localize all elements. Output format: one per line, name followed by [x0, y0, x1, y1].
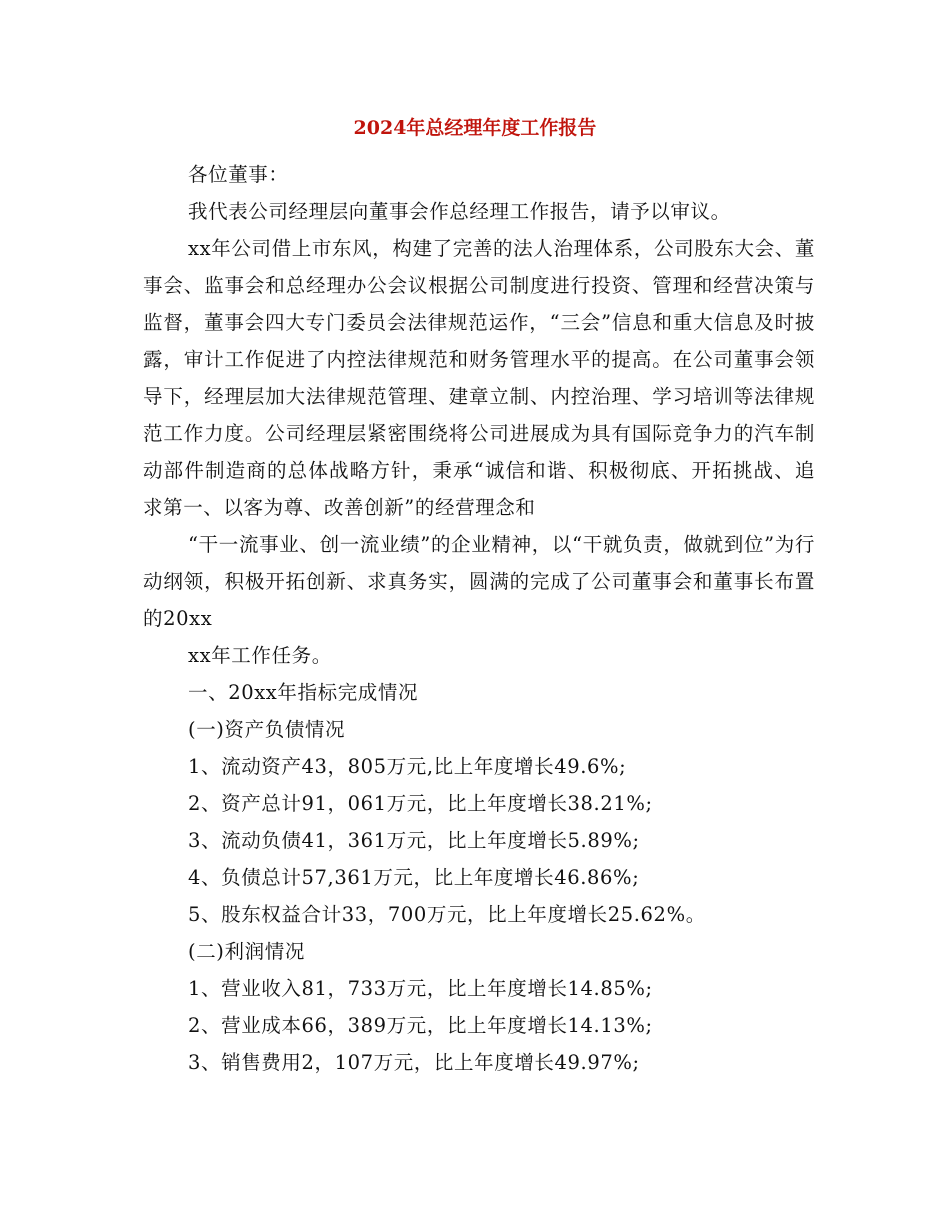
task-paragraph: xx年工作任务。 — [188, 644, 332, 667]
intro-paragraph: 我代表公司经理层向董事会作总经理工作报告，请予以审议。 — [188, 200, 731, 223]
list-item: 1、流动资产43，805万元,比上年度增长49.6%; — [188, 755, 627, 778]
governance-paragraph: xx年公司借上市东风，构建了完善的法人治理体系，公司股东大会、董事会、监事会和总经理办公会议根据公司制度进行投资、管理和经营决策与监督，董事会四大专门委员会法律规范运作，“三会”信息和重大信息及时披露，审计工作促进了内控法律规范和财务管理水平的提高。在公司董事会领导下，经理层加大法律规范管理、建章立制、内控治理、学习培训等法律规范工作力度。公司经理层紧密围绕将公司进展成为具有国际竞争力的汽车制动部件制造商的总体战略方针，秉承“诚信和谐、积极彻底、开拓挑战、追求第一、以客为尊、改善创新”的经营理念和 — [143, 237, 815, 519]
subsection-heading: (二)利润情况 — [188, 940, 305, 963]
list-item: 3、流动负债41，361万元，比上年度增长5.89%; — [188, 829, 640, 852]
list-item: 2、营业成本66，389万元，比上年度增长14.13%; — [188, 1014, 653, 1037]
list-item: 4、负债总计57,361万元，比上年度增长46.86%; — [188, 866, 640, 889]
spirit-paragraph: “干一流事业、创一流业绩”的企业精神，以“干就负责，做就到位”为行动纲领，积极开拓创新、求真务实，圆满的完成了公司董事会和董事长布置的20xx — [143, 533, 815, 630]
document-body — [143, 156, 815, 1081]
list-item: 3、销售费用2，107万元，比上年度增长49.97%; — [188, 1051, 640, 1074]
list-item: 1、营业收入81，733万元，比上年度增长14.85%; — [188, 977, 653, 1000]
list-item: 5、股东权益合计33，700万元，比上年度增长25.62%。 — [188, 903, 706, 926]
salutation: 各位董事： — [188, 163, 289, 186]
section-heading: 一、20xx年指标完成情况 — [188, 681, 419, 704]
document-title: 2024年总经理年度工作报告 — [353, 117, 597, 139]
subsection-heading: (一)资产负债情况 — [188, 718, 346, 741]
list-item: 2、资产总计91，061万元，比上年度增长38.21%; — [188, 792, 653, 815]
